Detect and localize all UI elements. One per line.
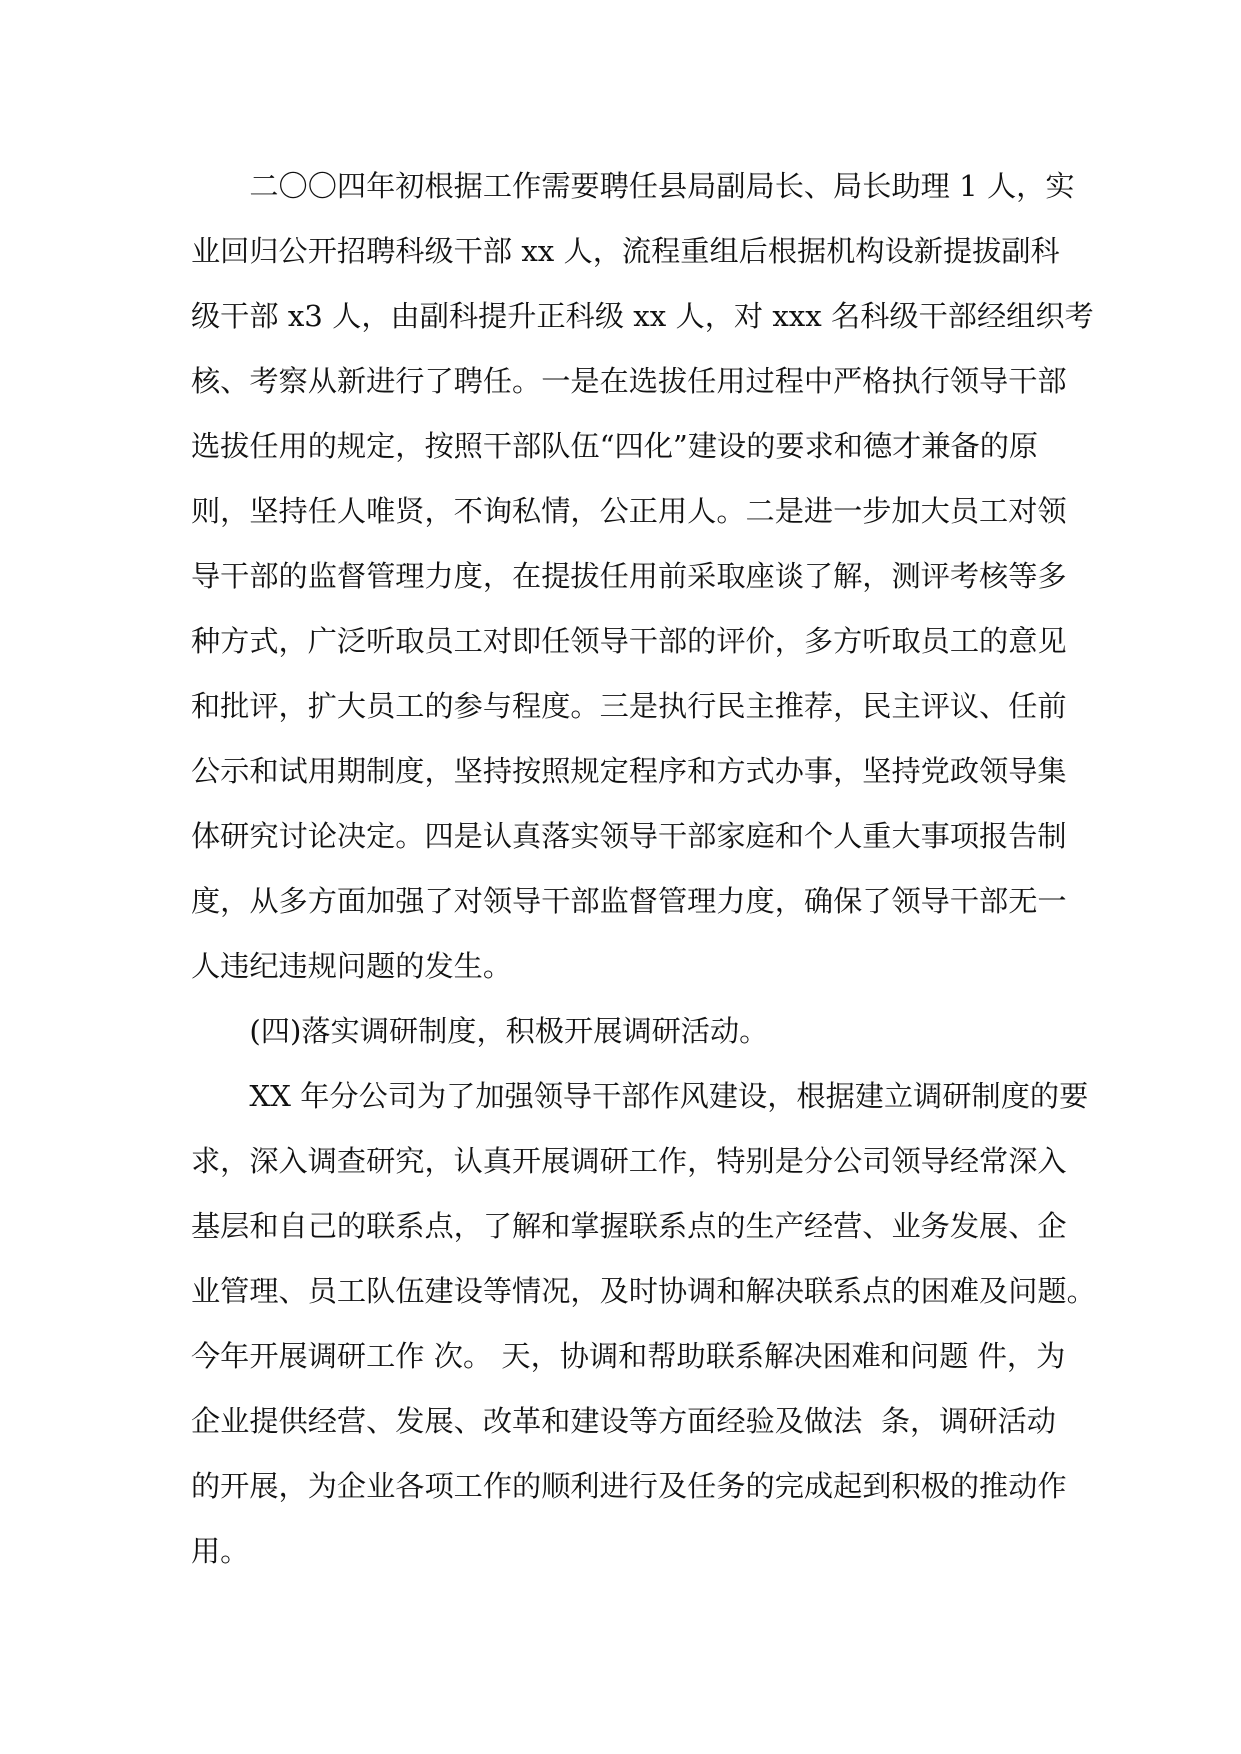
text-line: 度，从多方面加强了对领导干部监督管理力度，确保了领导干部无一 [191,884,1067,918]
text-line: 求，深入调查研究，认真开展调研工作，特别是分公司领导经常深入 [191,1144,1067,1178]
text-line: 则，坚持任人唯贤，不询私情，公正用人。二是进一步加大员工对领 [191,494,1067,528]
text-line: 核、考察从新进行了聘任。一是在选拔任用过程中严格执行领导干部 [191,364,1067,398]
text-line: 导干部的监督管理力度，在提拔任用前采取座谈了解，测评考核等多 [191,559,1067,593]
text-line: XX 年分公司为了加强领导干部作风建设，根据建立调研制度的要 [191,1079,1089,1113]
text-line: 种方式，广泛听取员工对即任领导干部的评价，多方听取员工的意见 [191,624,1067,658]
text-line: 选拔任用的规定，按照干部队伍“四化”建设的要求和德才兼备的原 [191,429,1039,463]
text-line: 基层和自己的联系点，了解和掌握联系点的生产经营、业务发展、企 [191,1209,1067,1243]
text-line: 企业提供经营、发展、改革和建设等方面经验及做法 条，调研活动 [191,1404,1056,1438]
text-line: 体研究讨论决定。四是认真落实领导干部家庭和个人重大事项报告制 [191,819,1067,853]
text-line: 和批评，扩大员工的参与程度。三是执行民主推荐，民主评议、任前 [191,689,1067,723]
text-line: 级干部 x3 人，由副科提升正科级 xx 人，对 xxx 名科级干部经组织考 [191,299,1094,333]
text-line: 用。 [191,1534,250,1568]
document-body [191,154,1096,1584]
text-line: 今年开展调研工作 次。 天，协调和帮助联系解决困难和问题 件，为 [191,1339,1066,1373]
text-line: 公示和试用期制度，坚持按照规定程序和方式办事，坚持党政领导集 [191,754,1067,788]
text-line: 的开展，为企业各项工作的顺利进行及任务的完成起到积极的推动作 [191,1469,1067,1503]
text-line: 业回归公开招聘科级干部 xx 人，流程重组后根据机构设新提拔副科 [191,234,1060,268]
text-line: 二〇〇四年初根据工作需要聘任县局副局长、局长助理 1 人，实 [191,169,1075,203]
section-heading: (四)落实调研制度，积极开展调研活动。 [191,1014,769,1048]
text-line: 业管理、员工队伍建设等情况，及时协调和解决联系点的困难及问题。 [191,1274,1096,1308]
text-line: 人违纪违规问题的发生。 [191,949,513,983]
